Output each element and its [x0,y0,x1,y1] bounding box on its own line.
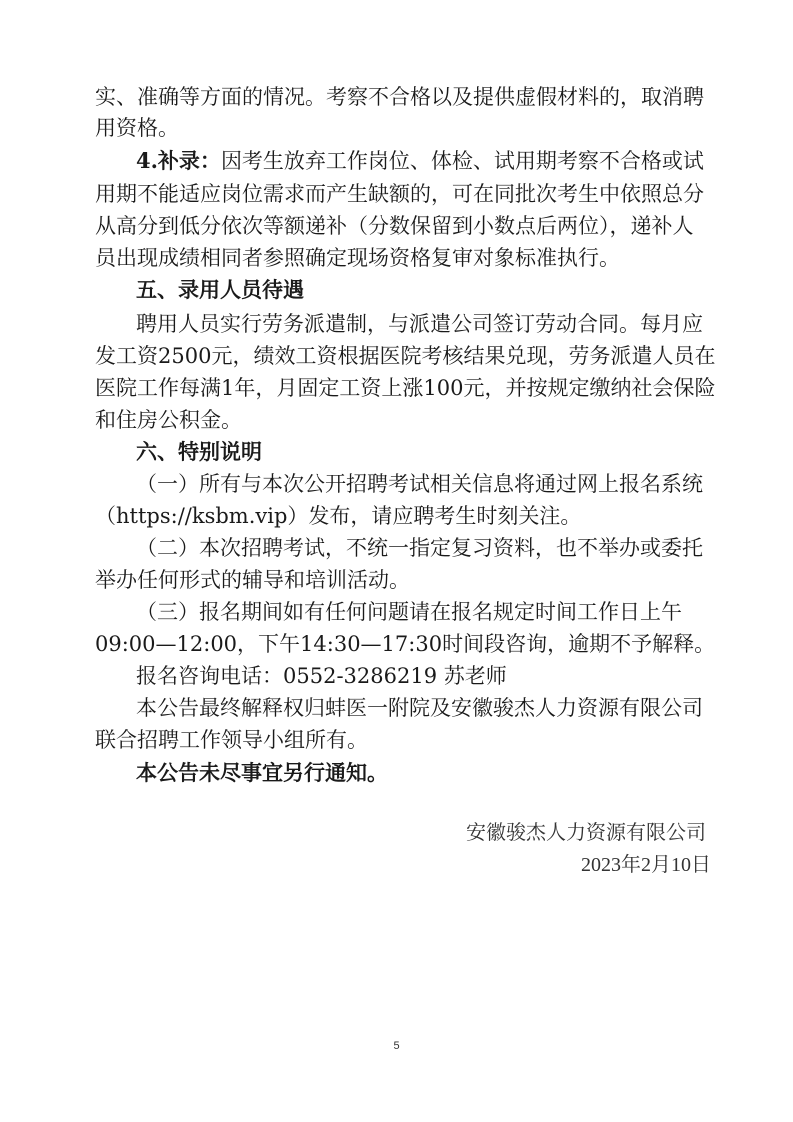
paragraph-line: 09:00—12:00，下午14:30—17:30时间段咨询，逾期不予解释。 [95,632,716,656]
paragraph-line: （一）所有与本次公开招聘考试相关信息将通过网上报名系统 [136,472,703,496]
page-number: 5 [393,1040,400,1052]
paragraph-line: 联合招聘工作领导小组所有。 [95,728,368,752]
signature-date: 2023年2月10日 [581,854,711,876]
paragraph-supplement [136,147,704,175]
contact-phone: 报名咨询电话：0552-3286219 苏老师 [136,664,507,688]
paragraph-line: 和住房公积金。 [95,408,242,432]
paragraph-line: 发工资2500元，绩效工资根据医院考核结果兑现，劳务派遣人员在 [95,344,716,368]
paragraph-line: 从高分到低分依次等额递补（分数保留到小数点后两位），递补人 [95,214,694,238]
paragraph-line: 用期不能适应岗位需求而产生缺额的，可在同批次考生中依照总分 [95,182,704,206]
signature-org: 安徽骏杰人力资源有限公司 [466,820,706,844]
paragraph-line: 实、准确等方面的情况。考察不合格以及提供虚假材料的，取消聘 [95,85,704,109]
paragraph-line: 举办任何形式的辅导和培训活动。 [95,568,410,592]
section-heading-6: 六、特别说明 [136,439,262,464]
paragraph-line: 医院工作每满1年，月固定工资上涨100元，并按规定缴纳社会保险 [95,376,716,400]
paragraph-line: 员出现成绩相同者参照确定现场资格复审对象标准执行。 [95,246,620,270]
paragraph-line: （二）本次招聘考试，不统一指定复习资料，也不举办或委托 [136,536,703,560]
paragraph-line: 本公告最终解释权归蚌医一附院及安徽骏杰人力资源有限公司 [136,696,703,720]
closing-note: 本公告未尽事宜另行通知。 [136,760,388,785]
paragraph-line: 聘用人员实行劳务派遣制，与派遣公司签订劳动合同。每月应 [136,312,703,336]
paragraph-line: 因考生放弃工作岗位、体检、试用期考察不合格或试 [220,149,704,173]
paragraph-line: 用资格。 [95,116,179,140]
section-heading-5: 五、录用人员待遇 [136,277,304,302]
paragraph-line: （三）报名期间如有任何问题请在报名规定时间工作日上午 [136,600,682,624]
paragraph-line: （https://ksbm.vip）发布，请应聘考生时刻关注。 [95,504,582,528]
supplement-heading: 4.补录： [136,148,221,173]
